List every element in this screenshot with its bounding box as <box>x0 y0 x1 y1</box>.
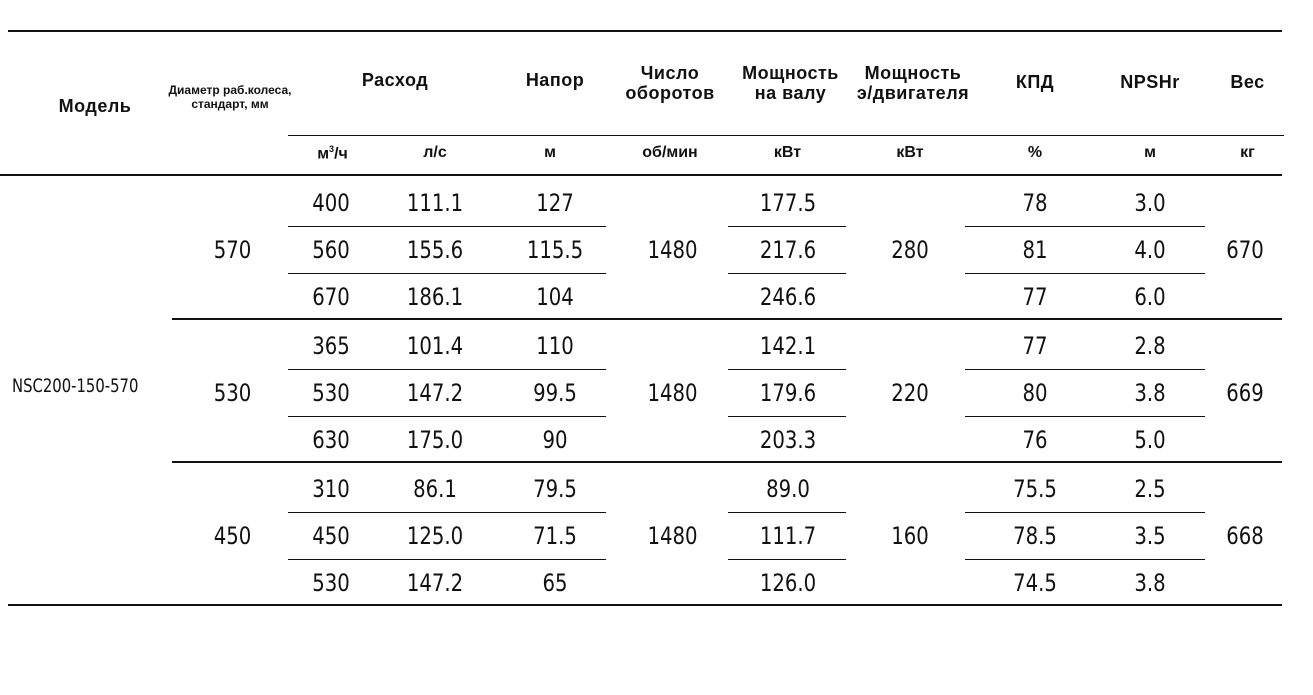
unit-motor-power: кВт <box>896 144 924 161</box>
header-shaft-power <box>728 63 853 103</box>
cell-head: 99.5 <box>533 379 577 407</box>
cell-shaft: 126.0 <box>759 569 817 597</box>
cell-m3h: 400 <box>312 189 350 217</box>
cell-shaft: 177.5 <box>759 189 817 217</box>
group-motor-power: 220 <box>891 379 929 407</box>
cell-m3h: 670 <box>312 283 350 311</box>
group-weight: 668 <box>1226 522 1264 550</box>
cell-ls: 147.2 <box>406 379 464 407</box>
row-separator <box>965 416 1205 417</box>
row-separator <box>728 369 846 370</box>
header-efficiency: КПД <box>1015 72 1055 92</box>
cell-eff: 77 <box>1022 283 1048 311</box>
cell-m3h: 310 <box>312 475 350 503</box>
header-diameter-line1: Диаметр раб.колеса, <box>168 83 292 97</box>
cell-eff: 78.5 <box>1013 522 1057 550</box>
row-separator <box>728 416 846 417</box>
header-head: Напор <box>525 70 585 90</box>
group-weight: 669 <box>1226 379 1264 407</box>
cell-eff: 74.5 <box>1013 569 1057 597</box>
cell-npsh: 3.8 <box>1134 379 1166 407</box>
row-separator <box>288 559 606 560</box>
cell-m3h: 630 <box>312 426 350 454</box>
group-motor-power: 160 <box>891 522 929 550</box>
cell-head: 79.5 <box>533 475 577 503</box>
row-separator <box>288 416 606 417</box>
cell-eff: 76 <box>1022 426 1048 454</box>
cell-ls: 175.0 <box>406 426 464 454</box>
header-unit-rule <box>288 135 1284 136</box>
cell-npsh: 2.8 <box>1134 332 1166 360</box>
cell-ls: 186.1 <box>406 283 464 311</box>
cell-shaft: 203.3 <box>759 426 817 454</box>
row-separator <box>728 273 846 274</box>
unit-flow-m3h <box>300 144 365 163</box>
cell-ls: 101.4 <box>406 332 464 360</box>
group-separator <box>172 461 1282 463</box>
group-speed: 1480 <box>647 522 698 550</box>
cell-head: 115.5 <box>526 236 584 264</box>
group-diameter: 570 <box>213 236 252 264</box>
unit-head: м <box>544 144 556 161</box>
cell-npsh: 4.0 <box>1134 236 1166 264</box>
group-speed: 1480 <box>647 236 698 264</box>
cell-head: 110 <box>536 332 574 360</box>
header-diameter <box>155 83 305 111</box>
header-motor-power-line1: Мощность <box>864 63 962 83</box>
unit-flow-ls: л/с <box>423 144 447 161</box>
cell-npsh: 3.8 <box>1134 569 1166 597</box>
header-motor-power <box>848 63 978 103</box>
row-separator <box>965 369 1205 370</box>
cell-ls: 125.0 <box>406 522 464 550</box>
header-diameter-line2: стандарт, мм <box>191 97 269 111</box>
cell-shaft: 89.0 <box>766 475 810 503</box>
cell-ls: 86.1 <box>413 475 457 503</box>
cell-eff: 81 <box>1022 236 1048 264</box>
cell-shaft: 142.1 <box>759 332 817 360</box>
cell-head: 104 <box>536 283 574 311</box>
table-top-rule <box>8 30 1282 32</box>
cell-npsh: 5.0 <box>1134 426 1166 454</box>
row-separator <box>288 512 606 513</box>
cell-npsh: 3.0 <box>1134 189 1166 217</box>
model-name: NSC200-150-570 <box>12 375 139 397</box>
unit-speed: об/мин <box>642 144 698 161</box>
header-motor-power-line2: э/двигателя <box>856 83 970 103</box>
header-bottom-rule <box>0 174 1282 176</box>
header-shaft-power-line1: Мощность <box>742 63 839 83</box>
row-separator <box>965 226 1205 227</box>
cell-head: 71.5 <box>533 522 577 550</box>
header-shaft-power-line2: на валу <box>754 83 827 103</box>
cell-shaft: 217.6 <box>759 236 817 264</box>
row-separator <box>965 512 1205 513</box>
cell-eff: 75.5 <box>1013 475 1057 503</box>
cell-shaft: 246.6 <box>759 283 817 311</box>
table-bottom-rule <box>8 604 1282 606</box>
unit-weight: кг <box>1240 144 1255 161</box>
row-separator <box>728 226 846 227</box>
cell-eff: 78 <box>1022 189 1048 217</box>
cell-m3h: 450 <box>312 522 350 550</box>
header-flow: Расход <box>361 70 429 90</box>
unit-flow-m3h-base: м <box>317 145 330 163</box>
group-diameter: 530 <box>213 379 252 407</box>
header-npshr: NPSHr <box>1120 72 1180 92</box>
row-separator <box>965 273 1205 274</box>
cell-m3h: 560 <box>312 236 350 264</box>
row-separator <box>728 512 846 513</box>
row-separator <box>965 559 1205 560</box>
cell-npsh: 3.5 <box>1134 522 1166 550</box>
group-speed: 1480 <box>647 379 698 407</box>
cell-shaft: 179.6 <box>759 379 817 407</box>
cell-ls: 147.2 <box>406 569 464 597</box>
unit-flow-m3h-sup: 3 <box>329 144 335 154</box>
group-separator <box>172 318 1282 320</box>
unit-flow-m3h-tail: /ч <box>334 145 348 163</box>
cell-ls: 111.1 <box>406 189 464 217</box>
cell-ls: 155.6 <box>406 236 464 264</box>
cell-eff: 80 <box>1022 379 1048 407</box>
group-motor-power: 280 <box>891 236 929 264</box>
cell-npsh: 2.5 <box>1134 475 1166 503</box>
unit-efficiency: % <box>1027 144 1043 161</box>
cell-eff: 77 <box>1022 332 1048 360</box>
cell-shaft: 111.7 <box>759 522 817 550</box>
cell-head: 127 <box>536 189 574 217</box>
cell-m3h: 365 <box>312 332 350 360</box>
header-model: Модель <box>58 96 132 116</box>
header-speed-line2: оборотов <box>625 83 715 103</box>
group-diameter: 450 <box>213 522 252 550</box>
group-weight: 670 <box>1226 236 1264 264</box>
unit-shaft-power: кВт <box>773 144 802 161</box>
row-separator <box>288 226 606 227</box>
cell-m3h: 530 <box>312 569 350 597</box>
cell-head: 65 <box>542 569 568 597</box>
cell-npsh: 6.0 <box>1134 283 1166 311</box>
header-speed <box>605 63 735 103</box>
header-speed-line1: Число <box>640 63 700 83</box>
row-separator <box>288 369 606 370</box>
cell-head: 90 <box>542 426 568 454</box>
row-separator <box>288 273 606 274</box>
cell-m3h: 530 <box>312 379 350 407</box>
row-separator <box>728 559 846 560</box>
unit-npshr: м <box>1144 144 1156 161</box>
header-weight: Вес <box>1230 72 1265 92</box>
